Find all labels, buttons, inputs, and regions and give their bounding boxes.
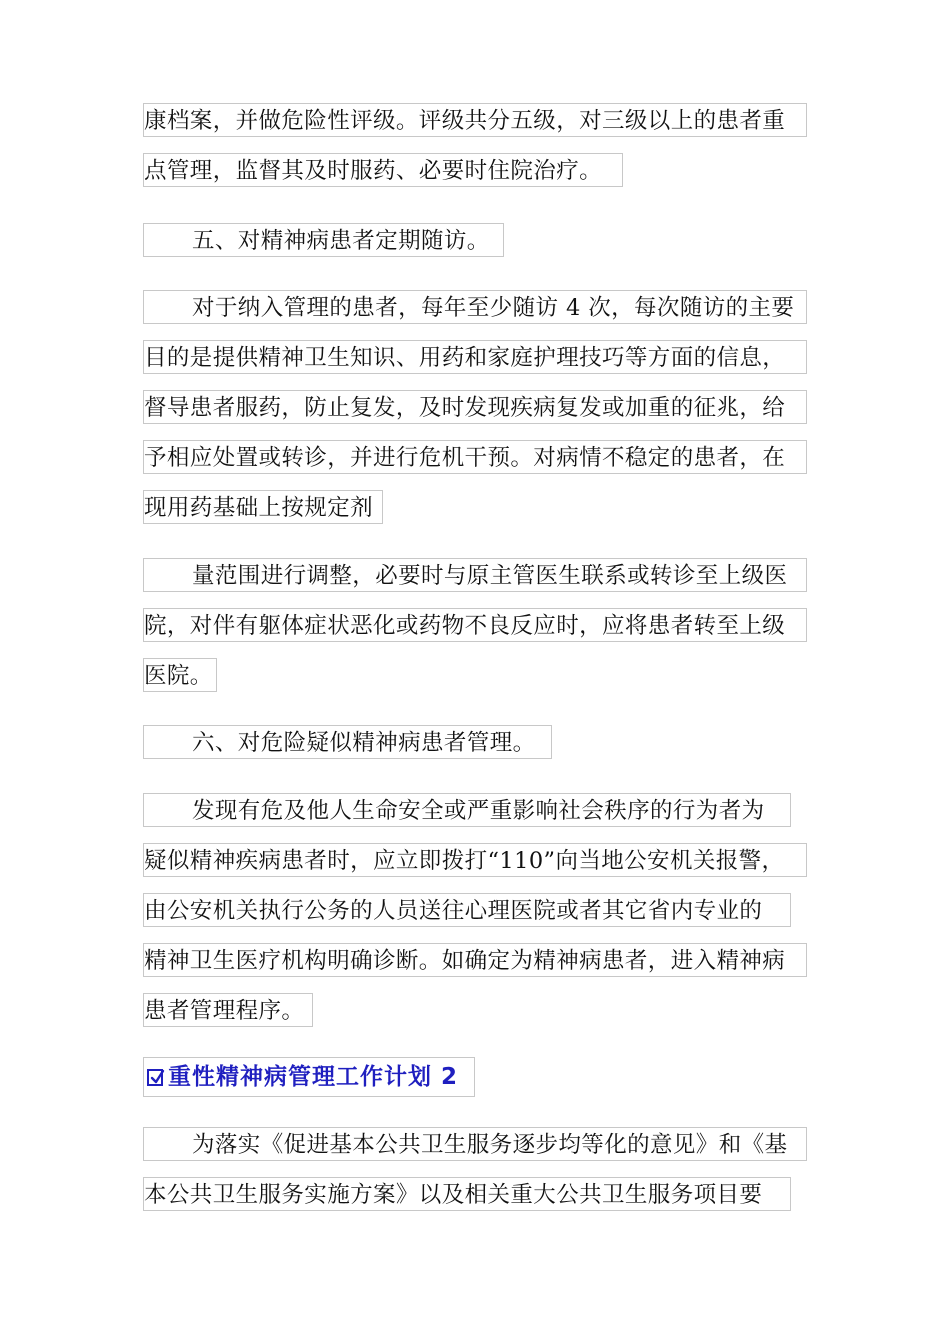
- section-title: 六、对危险疑似精神病患者管理。: [143, 725, 552, 759]
- text-line: 患者管理程序。: [143, 993, 313, 1027]
- text-line: 量范围进行调整，必要时与原主管医生联系或转诊至上级医: [143, 558, 807, 592]
- section-title: 五、对精神病患者定期随访。: [143, 223, 504, 257]
- text-line: 本公共卫生服务实施方案》以及相关重大公共卫生服务项目要: [143, 1177, 791, 1211]
- text-line: 疑似精神疾病患者时，应立即拨打“110”向当地公安机关报警，: [143, 843, 807, 877]
- text-line: 康档案，并做危险性评级。评级共分五级，对三级以上的患者重: [143, 103, 807, 137]
- text-line: 目的是提供精神卫生知识、用药和家庭护理技巧等方面的信息，: [143, 340, 807, 374]
- text-line: 督导患者服药，防止复发，及时发现疾病复发或加重的征兆，给: [143, 390, 807, 424]
- text-line: 点管理，监督其及时服药、必要时住院治疗。: [143, 153, 623, 187]
- text-line: 院，对伴有躯体症状恶化或药物不良反应时，应将患者转至上级: [143, 608, 807, 642]
- text-line: 由公安机关执行公务的人员送往心理医院或者其它省内专业的: [143, 893, 791, 927]
- text-line: 予相应处置或转诊，并进行危机干预。对病情不稳定的患者，在: [143, 440, 807, 474]
- text-line: 发现有危及他人生命安全或严重影响社会秩序的行为者为: [143, 793, 791, 827]
- text-line: 为落实《促进基本公共卫生服务逐步均等化的意见》和《基: [143, 1127, 807, 1161]
- checkbox-checked-icon: [147, 1069, 163, 1086]
- text-line: 现用药基础上按规定剂: [143, 490, 383, 524]
- plan-heading-text: 重性精神病管理工作计划 2: [168, 1064, 459, 1090]
- plan-heading: [143, 1057, 475, 1097]
- text-line: 精神卫生医疗机构明确诊断。如确定为精神病患者，进入精神病: [143, 943, 807, 977]
- text-line: 医院。: [143, 658, 217, 692]
- text-line: 对于纳入管理的患者，每年至少随访 4 次，每次随访的主要: [143, 290, 807, 324]
